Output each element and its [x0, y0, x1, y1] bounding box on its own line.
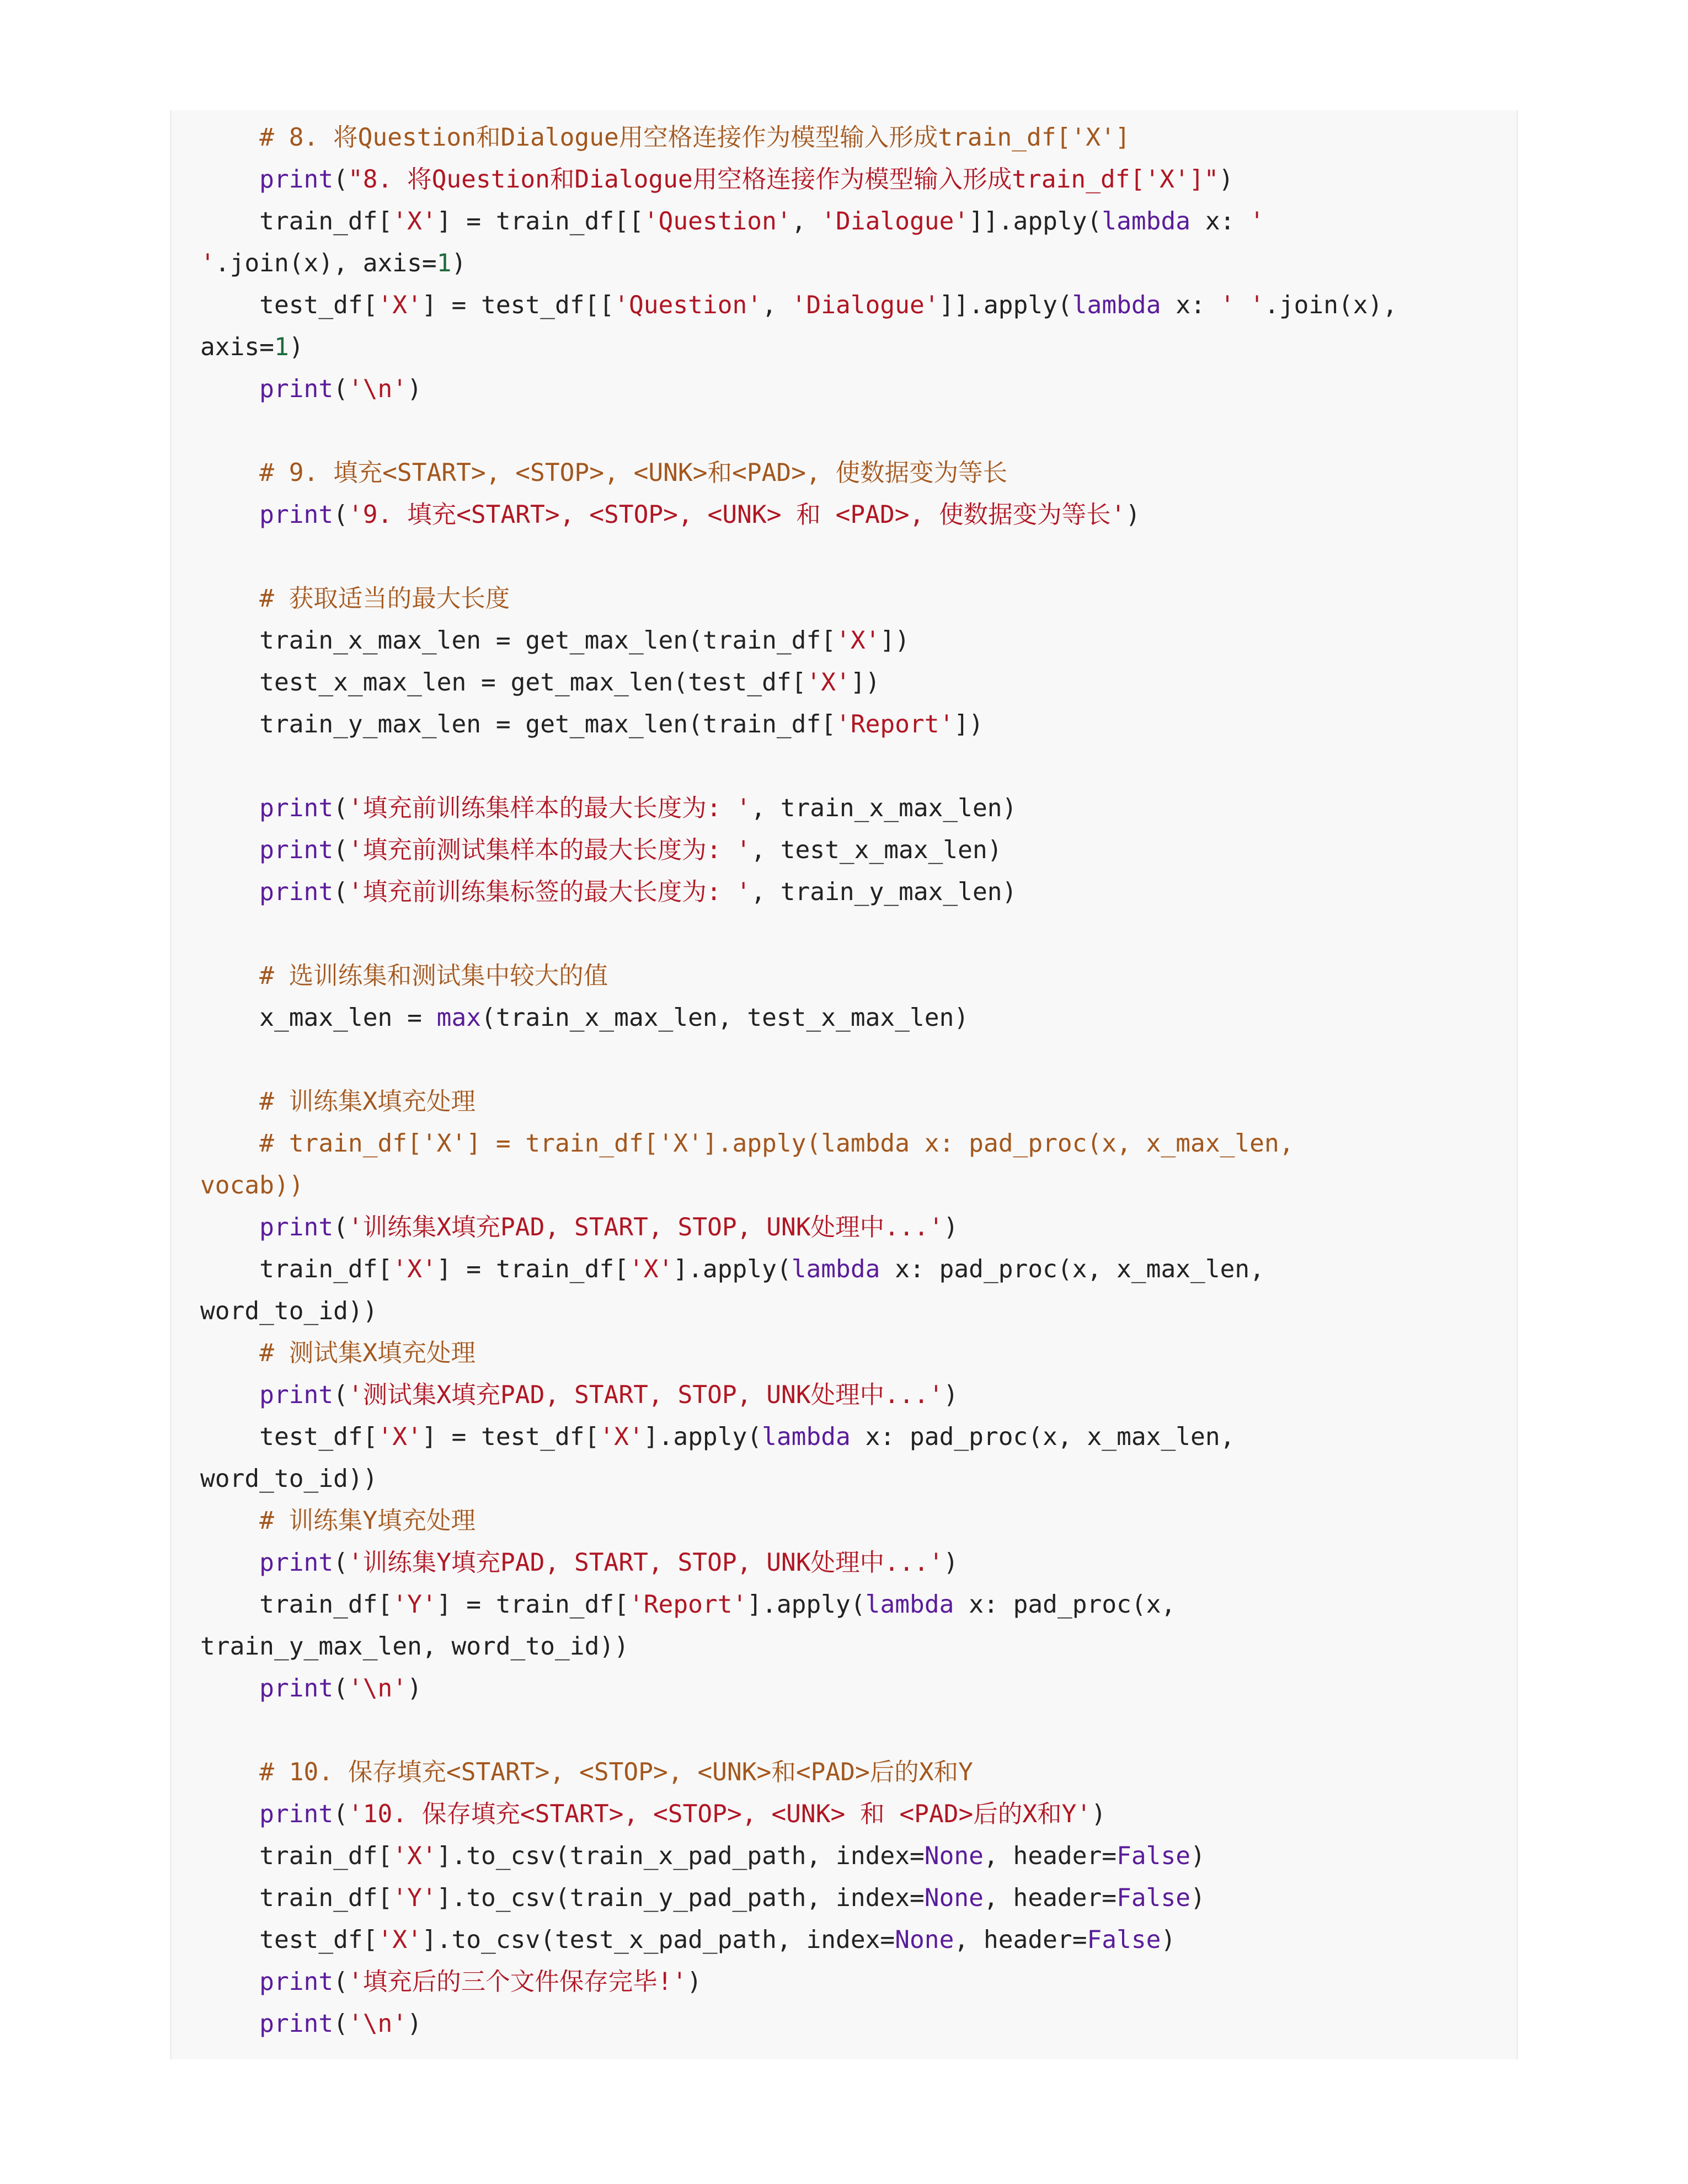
code-token: 'Report' [836, 710, 954, 738]
code-line [200, 1291, 1502, 1332]
code-token: x: [1161, 291, 1220, 319]
code-token: print [259, 878, 334, 906]
code-token: , header= [983, 1842, 1117, 1870]
code-token: # 10. 保存填充<START>, <STOP>, <UNK>和<PAD>后的X和Y [259, 1758, 973, 1786]
code-line [200, 788, 1502, 829]
code-token: , header= [983, 1884, 1117, 1912]
code-token: , header= [954, 1926, 1087, 1954]
code-token: ( [333, 794, 348, 822]
code-line [200, 1835, 1502, 1877]
code-token: .join(x), axis= [215, 249, 437, 277]
code-token: 'X' [806, 668, 851, 697]
code-token [200, 836, 259, 864]
code-token: 'Question' [643, 207, 792, 235]
code-line [200, 452, 1502, 494]
code-token: ]) [954, 710, 984, 738]
code-token: ]].apply( [939, 291, 1072, 319]
code-line [200, 1542, 1502, 1584]
code-token: ( [333, 165, 348, 194]
code-token: print [259, 1800, 334, 1828]
code-token: ] = train_df[ [436, 1255, 629, 1283]
code-token: ' ' [1220, 291, 1265, 319]
code-token: x: [1190, 207, 1250, 235]
code-token: # train_df['X'] = train_df['X'].apply(lambda x: pad_proc(x, x_max_len, [259, 1130, 1294, 1158]
code-token: lambda [1102, 207, 1191, 235]
code-token: '\n' [348, 1674, 408, 1703]
code-block [170, 110, 1518, 2059]
code-token: ] = test_df[[ [421, 291, 615, 319]
code-token [200, 1968, 259, 1996]
code-token: ( [333, 1674, 348, 1703]
code-token: train_y_max_len = get_max_len(train_df[ [200, 710, 836, 738]
code-token: (train_x_max_len, test_x_max_len) [481, 1004, 969, 1032]
code-token: ].apply( [747, 1591, 866, 1619]
code-token: axis= [200, 333, 274, 361]
code-token: , [791, 207, 821, 235]
code-token: ) [943, 1549, 959, 1577]
code-token: ( [333, 1800, 348, 1828]
code-token [200, 375, 259, 403]
code-token: ]].apply( [969, 207, 1102, 235]
code-line [200, 1374, 1502, 1416]
code-token [200, 1213, 259, 1241]
code-token: ] = train_df[[ [436, 207, 644, 235]
code-token: print [259, 165, 334, 194]
code-token [200, 1507, 259, 1535]
code-line [200, 1249, 1502, 1291]
code-listing [200, 117, 1502, 2045]
code-token: , train_x_max_len) [751, 794, 1017, 822]
code-token: ].apply( [643, 1423, 762, 1451]
code-line [200, 1123, 1502, 1165]
code-token: test_df[ [200, 291, 378, 319]
code-line [200, 829, 1502, 871]
code-token: 'X' [392, 207, 437, 235]
code-line [200, 117, 1502, 159]
code-token: x: pad_proc(x, x_max_len, [880, 1255, 1265, 1283]
code-token: vocab)) [200, 1171, 304, 1200]
code-token [200, 962, 259, 990]
code-line [200, 1961, 1502, 2003]
code-line [200, 1207, 1502, 1249]
code-token: test_df[ [200, 1423, 378, 1451]
code-token: print [259, 1213, 334, 1241]
code-token: '填充前训练集标签的最大长度为: ' [348, 878, 751, 906]
code-token: # 训练集X填充处理 [259, 1088, 476, 1116]
code-token: ( [333, 375, 348, 403]
code-token: 'X' [377, 1423, 422, 1451]
code-token: x: pad_proc(x, [954, 1591, 1176, 1619]
code-token: 'X' [628, 1255, 674, 1283]
code-token [200, 1674, 259, 1703]
code-token [200, 2010, 259, 2038]
code-token: lambda [791, 1255, 880, 1283]
code-token: 1 [274, 333, 289, 361]
code-token: False [1117, 1884, 1191, 1912]
code-token: print [259, 1381, 334, 1409]
code-line [200, 1668, 1502, 1710]
code-token [200, 124, 259, 152]
code-token: None [924, 1842, 984, 1870]
code-token: , train_y_max_len) [751, 878, 1017, 906]
code-token: train_x_max_len = get_max_len(train_df[ [200, 627, 836, 655]
code-token: ].apply( [673, 1255, 792, 1283]
code-line [200, 913, 1502, 955]
code-token: '10. 保存填充<START>, <STOP>, <UNK> 和 <PAD>后的X和Y' [348, 1800, 1092, 1828]
code-token: print [259, 1674, 334, 1703]
code-token: ) [1219, 165, 1234, 194]
code-token: word_to_id)) [200, 1297, 378, 1325]
code-token [200, 878, 259, 906]
code-line [200, 704, 1502, 746]
code-token: ( [333, 1549, 348, 1577]
code-token: , test_x_max_len) [751, 836, 1002, 864]
code-token: 'Dialogue' [791, 291, 939, 319]
code-token: lambda [762, 1423, 851, 1451]
code-token: ( [333, 836, 348, 864]
code-token: ' [200, 249, 215, 277]
code-line [200, 494, 1502, 536]
code-token: 'X' [392, 1255, 437, 1283]
code-token: 'X' [836, 627, 880, 655]
code-token: ( [333, 1381, 348, 1409]
code-token: '测试集X填充PAD, START, STOP, UNK处理中...' [348, 1381, 944, 1409]
code-token: train_df[ [200, 1884, 393, 1912]
code-token: '填充前训练集样本的最大长度为: ' [348, 794, 751, 822]
code-token [200, 1339, 259, 1367]
code-line [200, 871, 1502, 913]
code-token [200, 459, 259, 487]
code-token: 'X' [377, 1926, 422, 1954]
code-token: print [259, 1968, 334, 1996]
code-token: ) [407, 2010, 422, 2038]
code-token: 'Report' [628, 1591, 747, 1619]
code-token: lambda [865, 1591, 954, 1619]
code-line [200, 1794, 1502, 1835]
code-token: x: pad_proc(x, x_max_len, [850, 1423, 1235, 1451]
code-line [200, 1584, 1502, 1626]
code-token: lambda [1072, 291, 1161, 319]
code-line [200, 1500, 1502, 1542]
code-token: ].to_csv(train_x_pad_path, index= [436, 1842, 925, 1870]
code-line [200, 1332, 1502, 1374]
code-line [200, 1877, 1502, 1919]
code-line [200, 1039, 1502, 1081]
code-token: train_df[ [200, 1591, 393, 1619]
code-token: print [259, 836, 334, 864]
code-token: 'X' [599, 1423, 644, 1451]
code-line [200, 243, 1502, 285]
code-line [200, 1710, 1502, 1752]
code-token: None [895, 1926, 954, 1954]
code-token: x_max_len = [200, 1004, 437, 1032]
code-token: ( [333, 501, 348, 529]
code-line [200, 955, 1502, 997]
code-token: ]) [880, 627, 910, 655]
code-token: max [436, 1004, 482, 1032]
code-token: # 测试集X填充处理 [259, 1339, 476, 1367]
code-token: ) [289, 333, 304, 361]
code-line [200, 578, 1502, 620]
code-token: ]) [850, 668, 880, 697]
code-line [200, 746, 1502, 788]
code-token: ) [943, 1213, 959, 1241]
code-token: train_y_max_len, word_to_id)) [200, 1632, 629, 1661]
code-token: ) [1190, 1884, 1205, 1912]
code-line [200, 368, 1502, 410]
code-line [200, 536, 1502, 578]
code-token: # 选训练集和测试集中较大的值 [259, 962, 608, 990]
code-token: print [259, 375, 334, 403]
code-token: ) [1125, 501, 1141, 529]
code-token: 'Y' [392, 1591, 437, 1619]
code-line [200, 1165, 1502, 1207]
code-line [200, 285, 1502, 326]
code-token: train_df[ [200, 1255, 393, 1283]
code-token: print [259, 2010, 334, 2038]
code-line [200, 201, 1502, 243]
code-token: ) [687, 1968, 702, 1996]
code-token: print [259, 1549, 334, 1577]
code-token: ( [333, 1213, 348, 1241]
code-token: ] = test_df[ [421, 1423, 600, 1451]
code-line [200, 326, 1502, 368]
code-token: ) [1190, 1842, 1205, 1870]
code-token: '训练集X填充PAD, START, STOP, UNK处理中...' [348, 1213, 944, 1241]
code-token: '填充前测试集样本的最大长度为: ' [348, 836, 751, 864]
code-token: 1 [436, 249, 452, 277]
code-line [200, 1081, 1502, 1123]
code-token: "8. 将Question和Dialogue用空格连接作为模型输入形成train_df['X']" [348, 165, 1219, 194]
code-token: ) [407, 375, 422, 403]
code-token: ) [451, 249, 467, 277]
code-token: '9. 填充<START>, <STOP>, <UNK> 和 <PAD>, 使数据变为等长' [348, 501, 1126, 529]
code-token: # 8. 将Question和Dialogue用空格连接作为模型输入形成train_df['X'] [259, 124, 1130, 152]
code-token: ( [333, 2010, 348, 2038]
code-token: '\n' [348, 2010, 408, 2038]
code-token [200, 501, 259, 529]
code-token: 'Dialogue' [821, 207, 969, 235]
code-token [200, 1381, 259, 1409]
code-line [200, 1626, 1502, 1668]
code-token: None [924, 1884, 984, 1912]
code-line [200, 159, 1502, 201]
code-token: , [762, 291, 792, 319]
code-token: ( [333, 1968, 348, 1996]
code-token: False [1117, 1842, 1191, 1870]
code-token: train_df[ [200, 207, 393, 235]
code-line [200, 1416, 1502, 1458]
code-token: ' [1249, 207, 1265, 235]
code-token: test_df[ [200, 1926, 378, 1954]
code-token: ) [1091, 1800, 1107, 1828]
code-token: word_to_id)) [200, 1465, 378, 1493]
code-line [200, 620, 1502, 662]
code-token [200, 165, 259, 194]
code-line [200, 1919, 1502, 1961]
code-token: test_x_max_len = get_max_len(test_df[ [200, 668, 806, 697]
code-token [200, 1088, 259, 1116]
code-token [200, 1800, 259, 1828]
code-line [200, 410, 1502, 452]
code-line [200, 662, 1502, 704]
code-token: .join(x), [1264, 291, 1398, 319]
code-token: '\n' [348, 375, 408, 403]
code-token [200, 794, 259, 822]
code-token: False [1087, 1926, 1161, 1954]
code-token: # 9. 填充<START>, <STOP>, <UNK>和<PAD>, 使数据变为等长 [259, 459, 1008, 487]
code-token: ].to_csv(train_y_pad_path, index= [436, 1884, 925, 1912]
code-token: print [259, 501, 334, 529]
code-line [200, 2003, 1502, 2045]
code-token: '训练集Y填充PAD, START, STOP, UNK处理中...' [348, 1549, 944, 1577]
code-token [200, 585, 259, 613]
code-line [200, 997, 1502, 1039]
code-token: # 获取适当的最大长度 [259, 585, 510, 613]
code-token: print [259, 794, 334, 822]
code-token: ( [333, 878, 348, 906]
code-token: ) [1161, 1926, 1176, 1954]
code-token [200, 1758, 259, 1786]
code-token: '填充后的三个文件保存完毕!' [348, 1968, 687, 1996]
code-token: 'Question' [614, 291, 762, 319]
code-token: 'X' [392, 1842, 437, 1870]
code-token: ] = train_df[ [436, 1591, 629, 1619]
code-token: ) [943, 1381, 959, 1409]
code-token: ) [407, 1674, 422, 1703]
code-token: 'Y' [392, 1884, 437, 1912]
code-line [200, 1458, 1502, 1500]
code-token: ].to_csv(test_x_pad_path, index= [421, 1926, 895, 1954]
code-line [200, 1752, 1502, 1794]
code-token [200, 1130, 259, 1158]
code-token [200, 1549, 259, 1577]
code-token: 'X' [377, 291, 422, 319]
code-token: # 训练集Y填充处理 [259, 1507, 476, 1535]
code-token: train_df[ [200, 1842, 393, 1870]
